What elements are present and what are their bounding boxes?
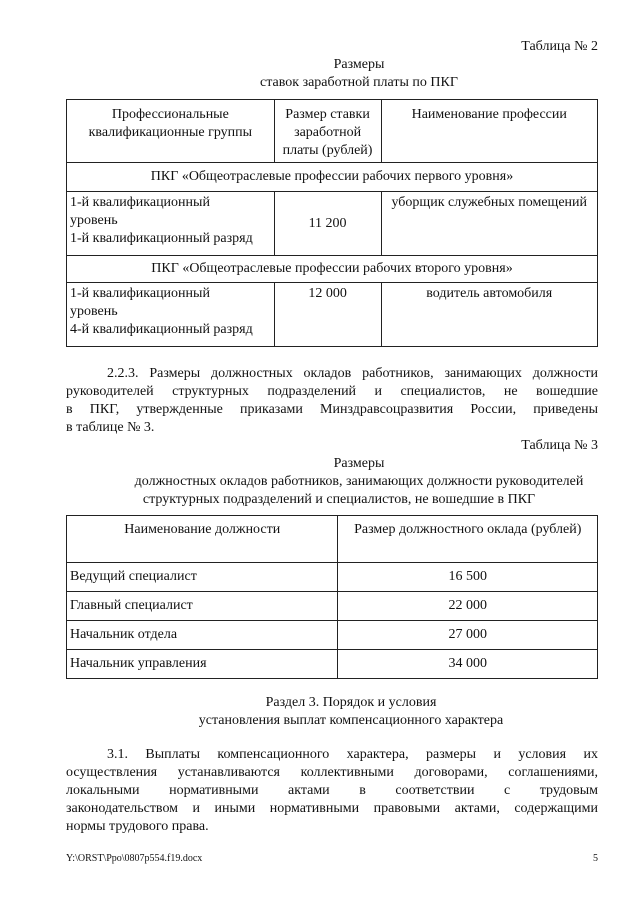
table3-salary: 27 000 (338, 621, 598, 650)
level-line: уровень (70, 213, 118, 228)
para-line: осуществления устанавливаются коллективными договорами, соглашениями, (66, 765, 598, 780)
table3-position: Начальник отдела (67, 621, 338, 650)
table2-row2-level (67, 283, 275, 347)
table2-row1-level (67, 192, 275, 256)
table3-label: Таблица № 3 (521, 438, 598, 453)
para-line: законодательством и иными нормативными правовыми актами, содержащими (66, 801, 598, 816)
section3-title-line1: Раздел 3. Порядок и условия (265, 695, 437, 710)
table2-row2-profession: водитель автомобиля (381, 283, 598, 347)
table3-position: Главный специалист (67, 592, 338, 621)
table2-header-rate: Размер ставки заработной платы (рублей) (274, 100, 381, 163)
grade-line: 1-й квалификационный разряд (70, 231, 253, 246)
para-line: в таблице № 3. (66, 420, 155, 435)
table-row (67, 592, 598, 621)
table2-header-profession: Наименование профессии (381, 100, 598, 163)
grade-line: 4-й квалификационный разряд (70, 322, 253, 337)
table3-position: Начальник управления (67, 650, 338, 679)
para-line: нормы трудового права. (66, 819, 209, 834)
table3-salary: 34 000 (338, 650, 598, 679)
table2-row1-rate: 11 200 (274, 192, 381, 256)
table3-salary: 16 500 (338, 563, 598, 592)
paragraph-2-2-3 (66, 365, 598, 437)
footer-file-path: Y:\ORST\Ppo\0807p554.f19.docx (66, 853, 203, 864)
table-row (67, 650, 598, 679)
level-line: 1-й квалификационный (70, 286, 210, 301)
table2-group-first-level: ПКГ «Общеотраслевые профессии рабочих первого уровня» (67, 163, 598, 192)
table2-header-groups: Профессиональные квалификационные группы (67, 100, 275, 163)
para-line: 2.2.3. Размеры должностных окладов работников, занимающих должности (107, 366, 598, 381)
level-line: уровень (70, 304, 118, 319)
section3-title-line2: установления выплат компенсационного характера (198, 713, 504, 728)
table3-header-position: Наименование должности (67, 516, 338, 563)
paragraph-3-1 (66, 746, 598, 836)
table3-title-line1: Размеры (333, 456, 385, 471)
table3-title-line2: должностных окладов работников, занимающих должности руководителей (134, 474, 584, 489)
para-line: локальными нормативными актами в соответствии с трудовым (66, 783, 598, 798)
table2-row2-rate: 12 000 (274, 283, 381, 347)
table3-header-salary: Размер должностного оклада (рублей) (338, 516, 598, 563)
table-row (67, 192, 598, 256)
para-line: руководителей структурных подразделений и специалистов, не вошедшие (66, 384, 598, 399)
table3-salary: 22 000 (338, 592, 598, 621)
table2-title-line1: Размеры (333, 57, 385, 72)
table2-row1-profession: уборщик служебных помещений (381, 192, 598, 256)
table3-position: Ведущий специалист (67, 563, 338, 592)
table3-title-line3: структурных подразделений и специалистов, не вошедшие в ПКГ (142, 492, 536, 507)
table-row (67, 563, 598, 592)
level-line: 1-й квалификационный (70, 195, 210, 210)
table-row (67, 283, 598, 347)
table2-group-second-level: ПКГ «Общеотраслевые профессии рабочих второго уровня» (67, 256, 598, 283)
page-number: 5 (593, 853, 598, 864)
table2-label: Таблица № 2 (521, 39, 598, 54)
table2 (66, 99, 598, 347)
table3 (66, 515, 598, 679)
table2-title-line2: ставок заработной платы по ПКГ (260, 75, 458, 90)
table-row (67, 621, 598, 650)
para-line: в ПКГ, утвержденные приказами Минздравсоцразвития России, приведены (66, 402, 598, 417)
para-line: 3.1. Выплаты компенсационного характера, размеры и условия их (107, 747, 598, 762)
